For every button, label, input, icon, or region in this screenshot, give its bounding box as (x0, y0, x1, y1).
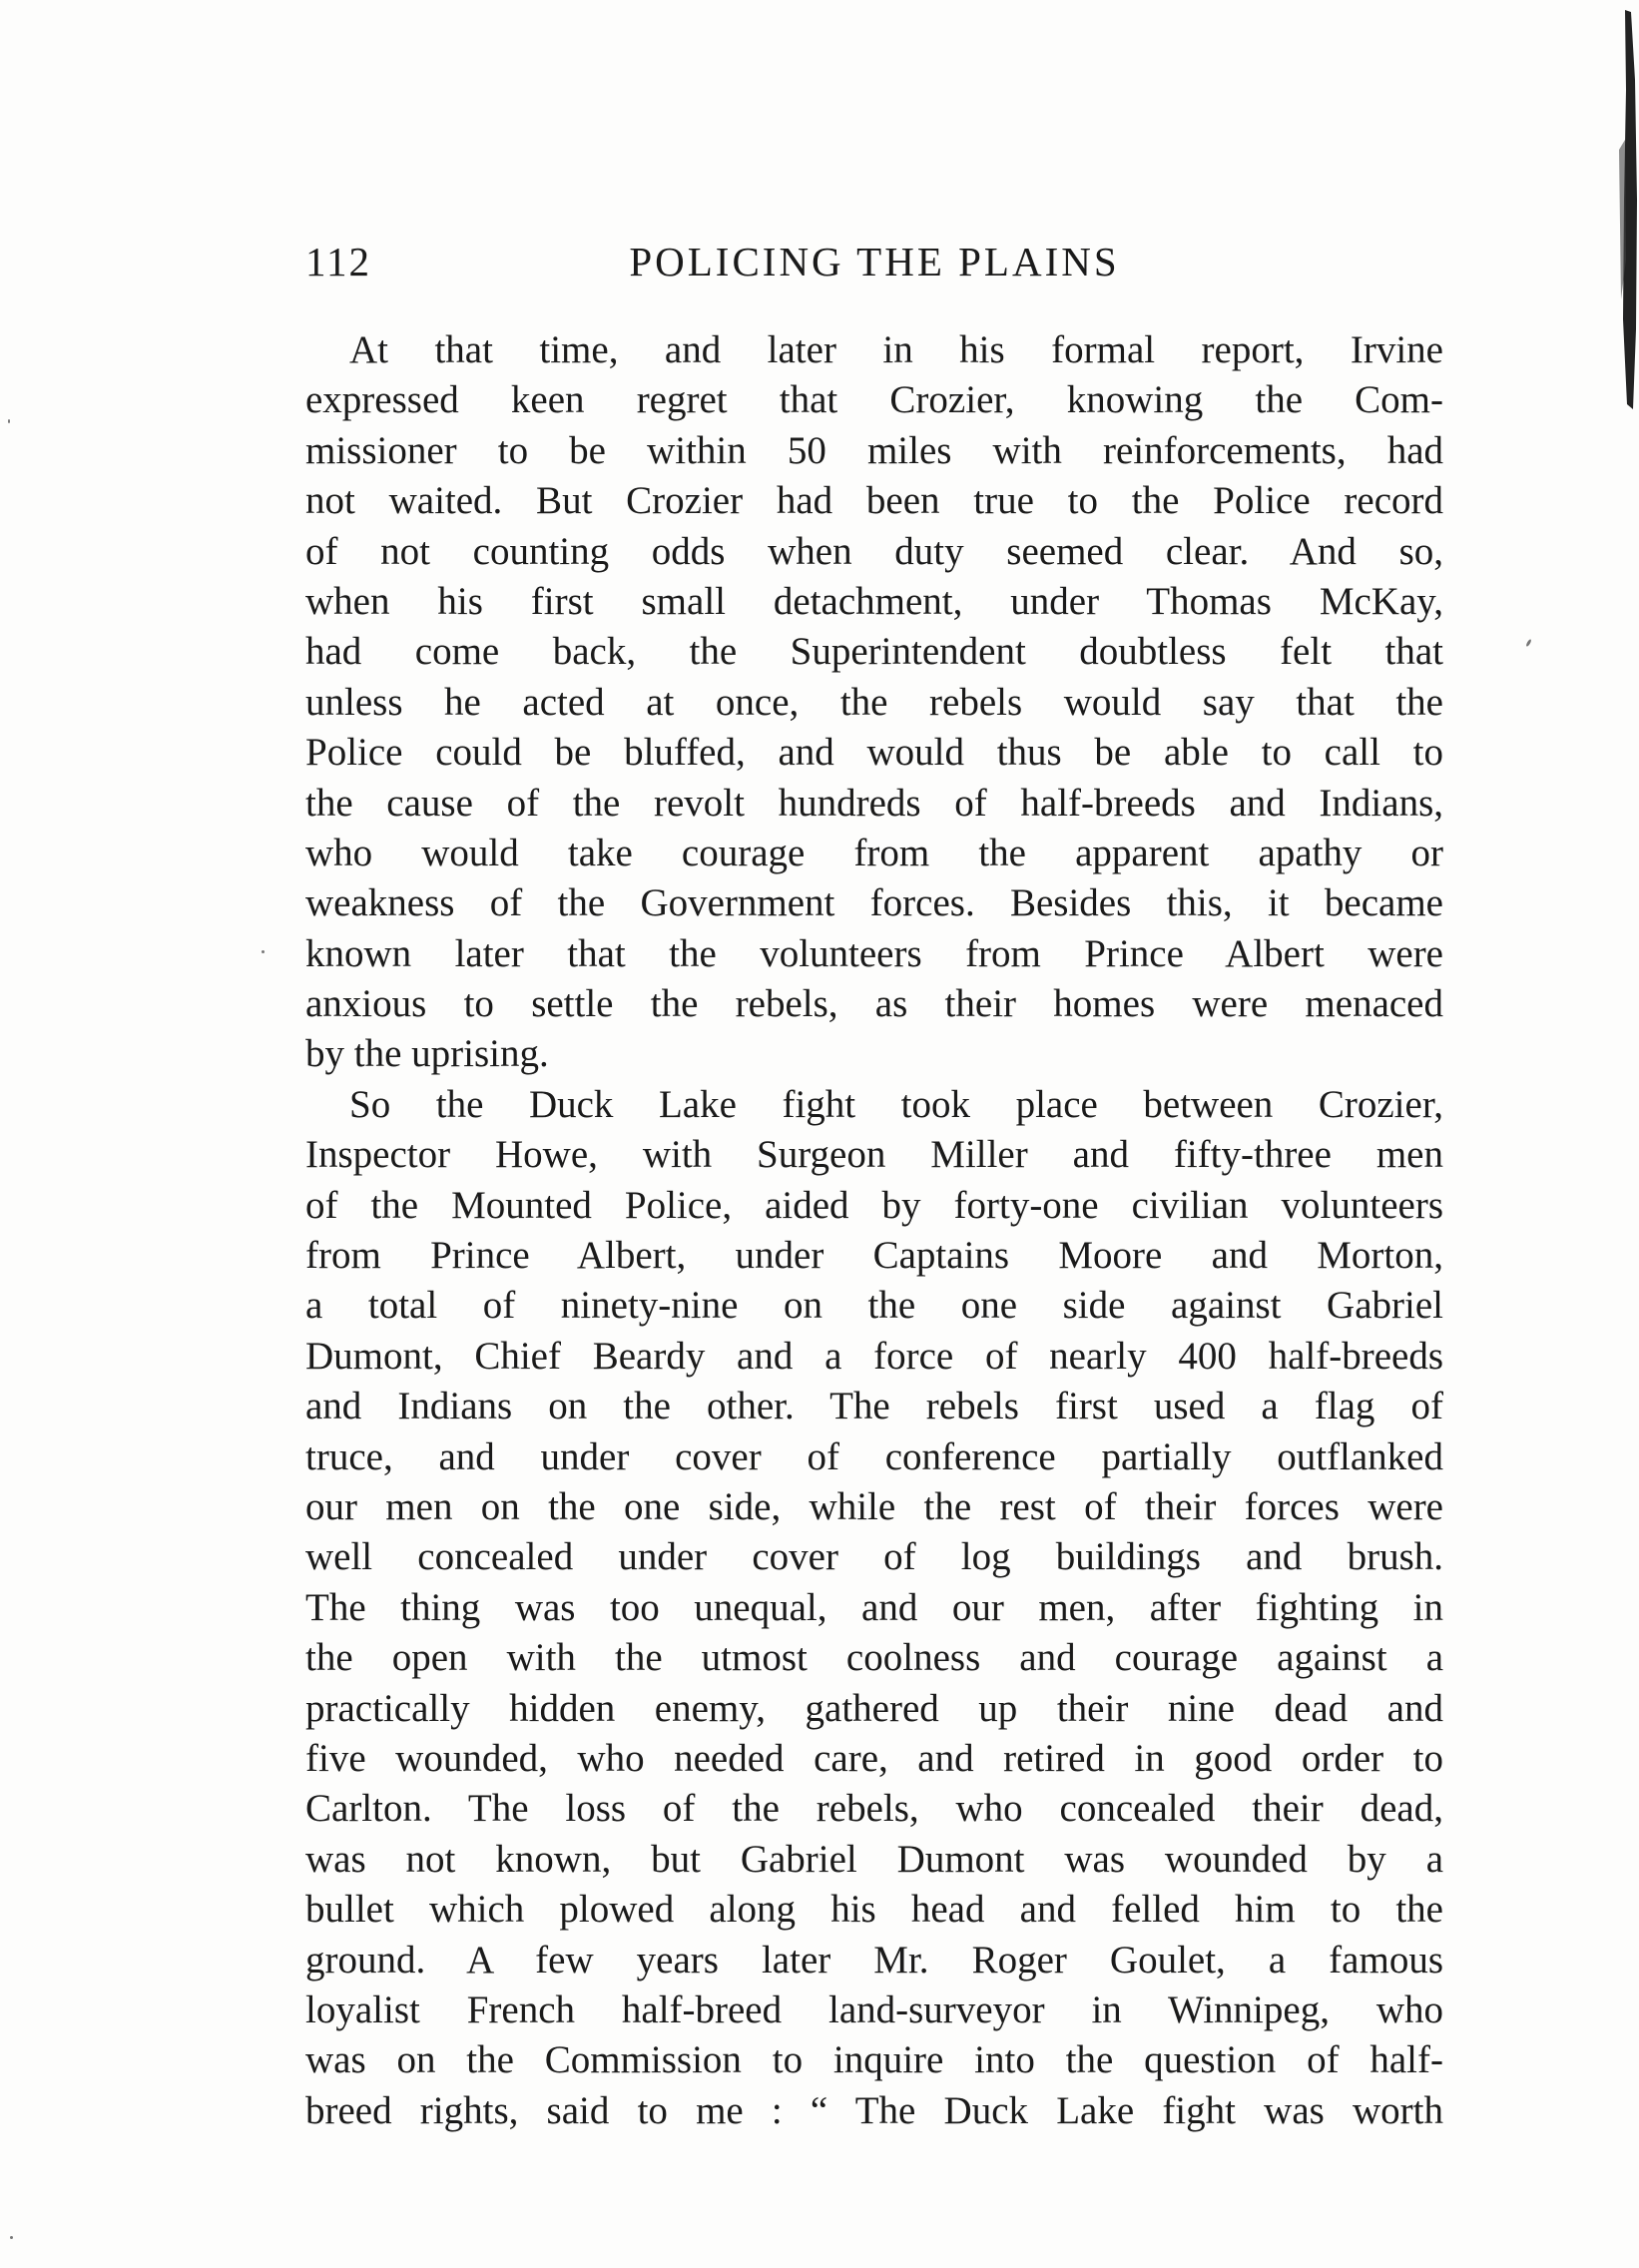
text-line: our men on the one side, while the rest of their forces were (305, 1484, 1443, 1528)
text-line: The thing was too unequal, and our men, after fighting in (305, 1585, 1443, 1629)
text-line: of the Mounted Police, aided by forty-one civilian volunteers (305, 1183, 1443, 1227)
text-line: from Prince Albert, under Captains Moore and Morton, (305, 1234, 1443, 1278)
text-line: known later that the volunteers from Prince Albert were (305, 931, 1443, 975)
text-line: was not known, but Gabriel Dumont was wounded by a (305, 1837, 1443, 1881)
text-line: a total of ninety-nine on the one side against Gabriel (305, 1284, 1443, 1328)
text-line: bullet which plowed along his head and felled him to the (305, 1888, 1443, 1932)
page-header (305, 238, 1443, 297)
text-line: and Indians on the other. The rebels first used a flag of (305, 1385, 1443, 1428)
text-line: by the uprising. (305, 1032, 549, 1076)
body-text (305, 325, 1443, 2136)
text-line: the cause of the revolt hundreds of half-breeds and Indians, (305, 781, 1443, 825)
text-line: missioner to be within 50 miles with reinforcements, had (305, 428, 1443, 472)
text-line: breed rights, said to me : “ The Duck Lake fight was worth (305, 2088, 1443, 2132)
text-line: weakness of the Government forces. Besides this, it became (305, 881, 1443, 925)
text-line: who would take courage from the apparent apathy or (305, 831, 1443, 874)
text-line: So the Duck Lake fight took place between Crozier, (349, 1082, 1443, 1126)
text-line: anxious to settle the rebels, as their homes were menaced (305, 982, 1443, 1026)
text-line: Inspector Howe, with Surgeon Miller and fifty-three men (305, 1133, 1443, 1177)
running-title: POLICING THE PLAINS (629, 239, 1120, 284)
text-line: was on the Commission to inquire into the question of half- (305, 2038, 1443, 2082)
text-line: truce, and under cover of conference partially outflanked (305, 1434, 1443, 1478)
text-line: when his first small detachment, under Thomas McKay, (305, 579, 1443, 623)
text-line: At that time, and later in his formal report, Irvine (349, 328, 1443, 371)
text-line: ground. A few years later Mr. Roger Goulet, a famous (305, 1938, 1443, 1982)
text-line: Dumont, Chief Beardy and a force of nearly 400 half-breeds (305, 1334, 1443, 1378)
text-line: practically hidden enemy, gathered up their nine dead and (305, 1686, 1443, 1730)
text-line: well concealed under cover of log buildings and brush. (305, 1535, 1443, 1579)
scan-edge-shadow (1605, 0, 1639, 419)
text-line: had come back, the Superintendent doubtless felt that (305, 630, 1443, 674)
text-line: Police could be bluffed, and would thus be able to call to (305, 731, 1443, 775)
text-line: expressed keen regret that Crozier, knowing the Com- (305, 378, 1443, 422)
scan-speck (262, 950, 265, 953)
scan-speck (1525, 639, 1532, 647)
text-line: Carlton. The loss of the rebels, who concealed their dead, (305, 1787, 1443, 1831)
scan-speck (10, 2236, 13, 2239)
text-line: of not counting odds when duty seemed clear. And so, (305, 529, 1443, 573)
text-line: loyalist French half-breed land-surveyor in Winnipeg, who (305, 1987, 1443, 2031)
text-line: the open with the utmost coolness and courage against a (305, 1636, 1443, 1680)
text-line: five wounded, who needed care, and retired in good order to (305, 1736, 1443, 1780)
text-line: not waited. But Crozier had been true to the Police record (305, 479, 1443, 523)
page-number: 112 (305, 239, 371, 284)
text-line: unless he acted at once, the rebels would say that the (305, 680, 1443, 724)
scan-speck (8, 419, 10, 423)
